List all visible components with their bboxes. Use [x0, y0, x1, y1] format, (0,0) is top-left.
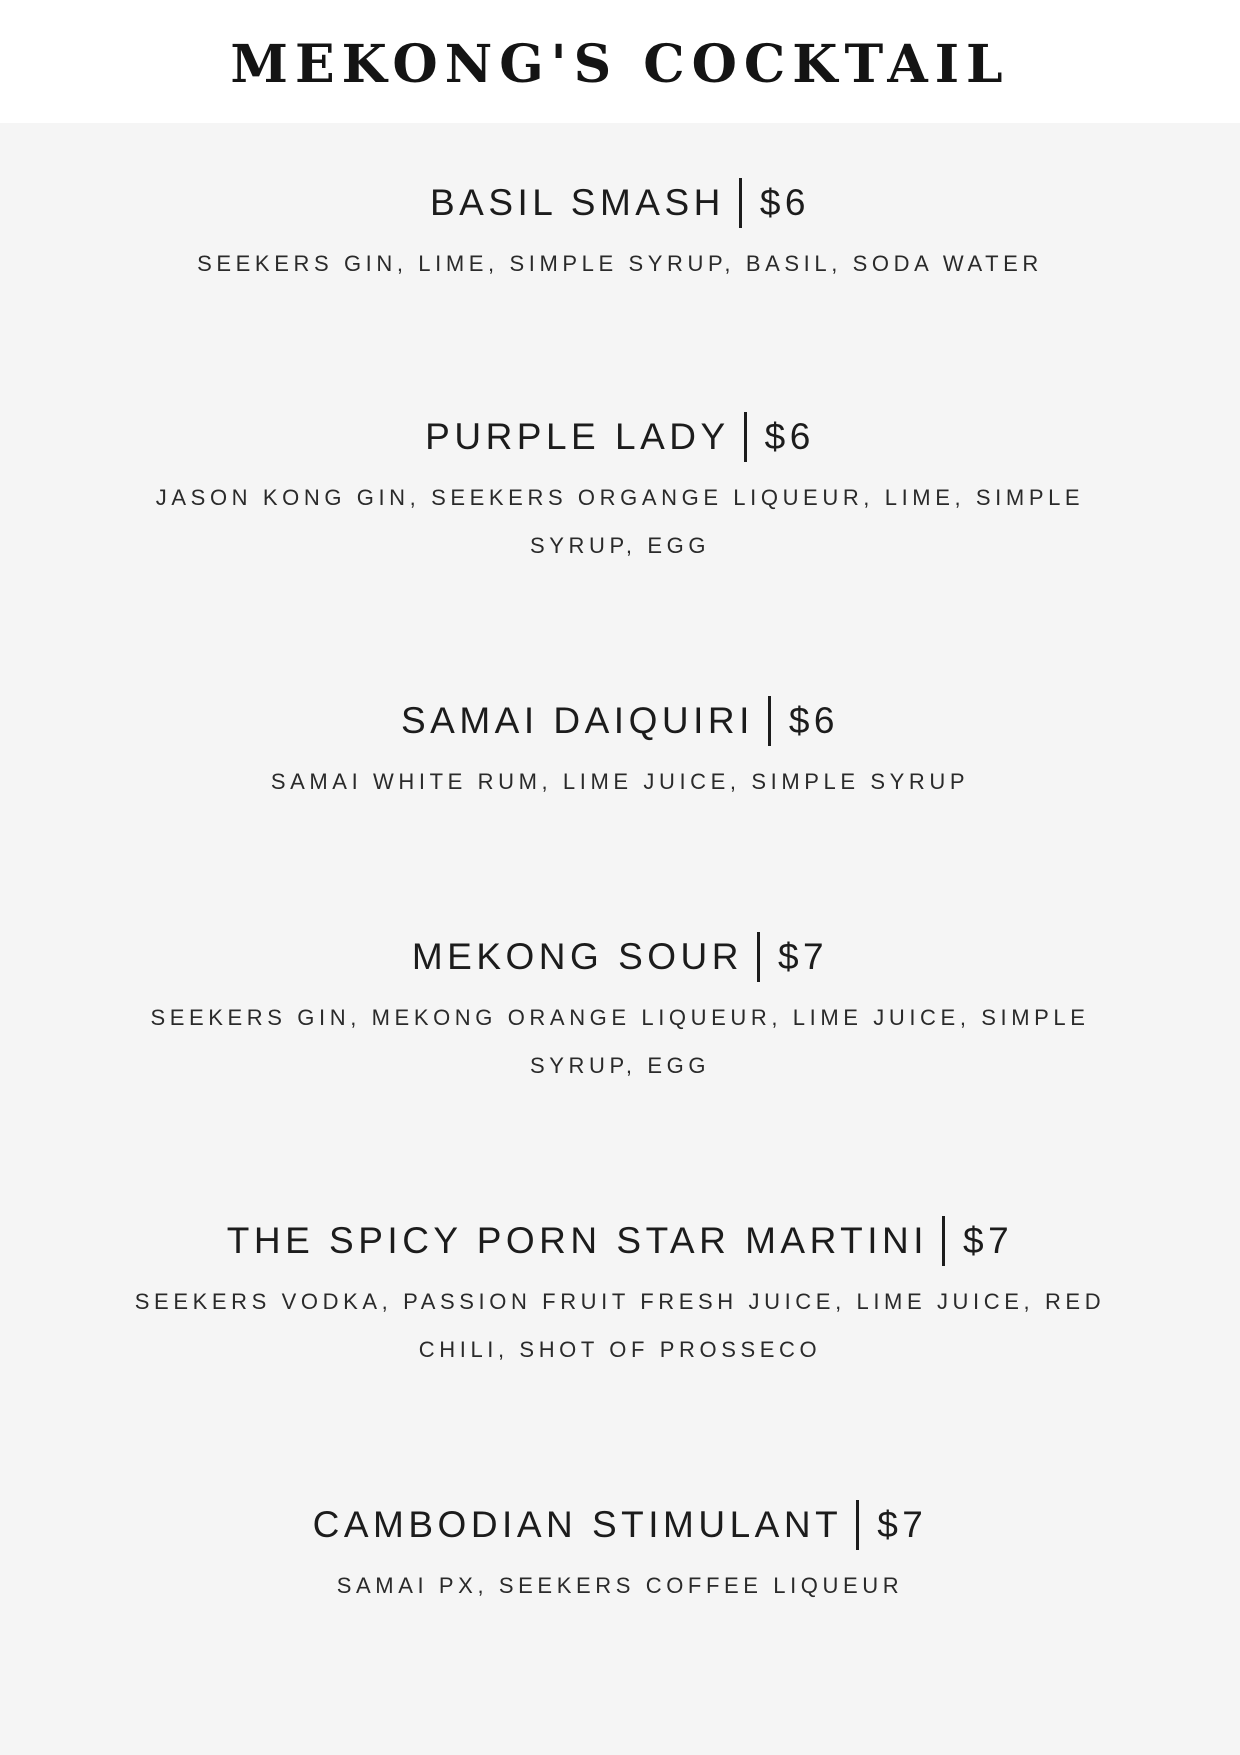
- menu-item-price: $6: [759, 182, 811, 224]
- menu-item-heading: [0, 1214, 1240, 1264]
- menu-title: MEKONG'S COCKTAIL: [230, 34, 1010, 95]
- menu-item-description: SAMAI WHITE RUM, LIME JUICE, SIMPLE SYRUP: [270, 769, 970, 794]
- menu-item-heading: [0, 930, 1240, 980]
- menu-item-description: JASON KONG GIN, SEEKERS ORGANGE LIQUEUR, LIME, SIMPLE SYRUP, EGG: [155, 485, 1085, 558]
- menu-item-name: CAMBODIAN STIMULANT: [312, 1504, 843, 1546]
- menu-item-heading: [0, 694, 1240, 744]
- menu-item-price: $6: [764, 416, 815, 458]
- menu-item-name: PURPLE LADY: [425, 416, 730, 458]
- menu-item-price: $7: [877, 1504, 928, 1546]
- menu-item-cambodian-stimulant: [0, 1498, 1240, 1610]
- menu-item-name: THE SPICY PORN STAR MARTINI: [226, 1220, 929, 1262]
- price-divider: [768, 696, 771, 746]
- menu-item-purple-lady: [0, 410, 1240, 570]
- menu-item-description: SAMAI PX, SEEKERS COFFEE LIQUEUR: [336, 1573, 904, 1598]
- price-divider: [744, 412, 747, 462]
- menu-item-name: BASIL SMASH: [429, 182, 725, 224]
- menu-item-heading: [0, 176, 1240, 226]
- price-divider: [856, 1500, 859, 1550]
- menu-item-samai-daiquiri: [0, 694, 1240, 806]
- menu-item-name: MEKONG SOUR: [411, 936, 743, 978]
- menu-item-description: SEEKERS GIN, MEKONG ORANGE LIQUEUR, LIME JUICE, SIMPLE SYRUP, EGG: [150, 1005, 1090, 1078]
- menu-item-heading: [0, 1498, 1240, 1548]
- menu-item-price: $6: [788, 700, 840, 742]
- price-divider: [942, 1216, 945, 1266]
- menu-item-mekong-sour: [0, 930, 1240, 1090]
- menu-item-price: $7: [963, 1220, 1014, 1262]
- menu-item-basil-smash: [0, 176, 1240, 288]
- price-divider: [739, 178, 742, 228]
- menu-header: [0, 0, 1240, 123]
- menu-item-name: SAMAI DAIQUIRI: [400, 700, 754, 742]
- menu-item-heading: [0, 410, 1240, 460]
- menu-item-price: $7: [777, 936, 829, 978]
- menu-item-spicy-porn-star-martini: [0, 1214, 1240, 1374]
- price-divider: [757, 932, 760, 982]
- menu-item-description: SEEKERS VODKA, PASSION FRUIT FRESH JUICE, LIME JUICE, RED CHILI, SHOT OF PROSSECO: [134, 1289, 1106, 1362]
- menu-item-description: SEEKERS GIN, LIME, SIMPLE SYRUP, BASIL, SODA WATER: [197, 251, 1043, 276]
